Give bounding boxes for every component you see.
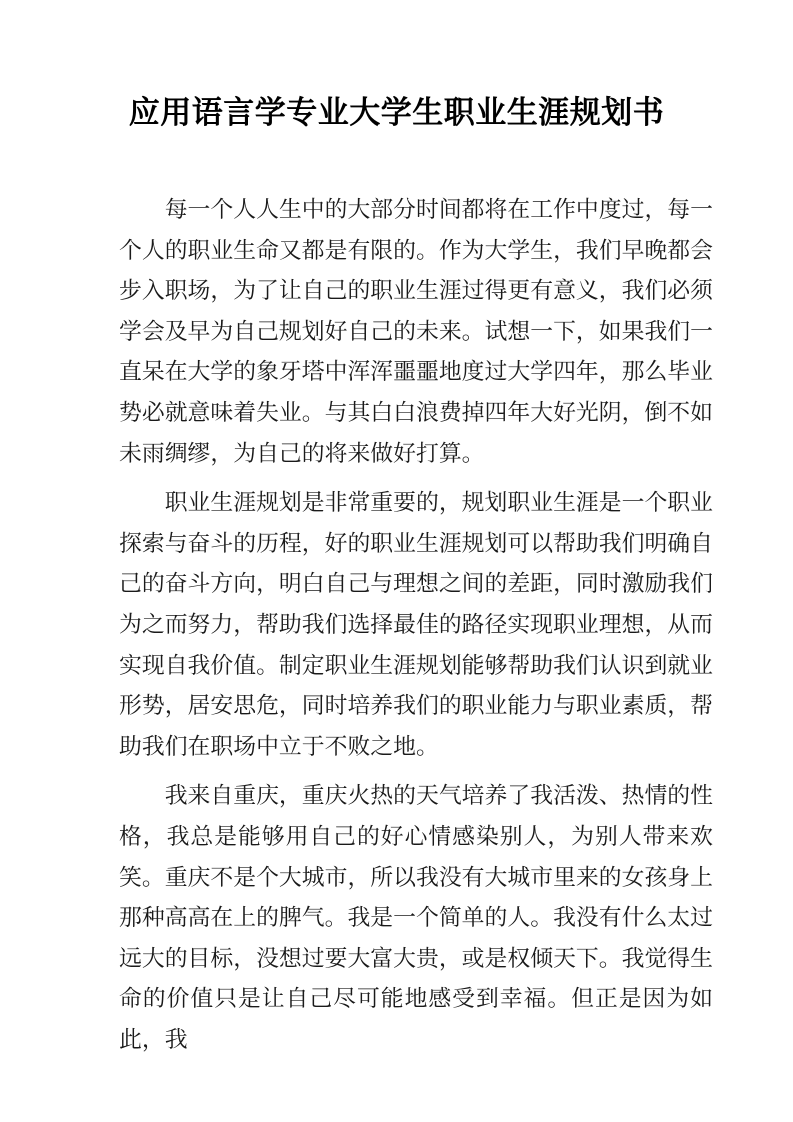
paragraph: 每一个人人生中的大部分时间都将在工作中度过，每一个人的职业生命又都是有限的。作为大学生，我们早晚都会步入职场，为了让自己的职业生涯过得更有意义，我们必须学会及早为自己规划好自己的未来。试想一下，如果我们一直呆在大学的象牙塔中浑浑噩噩地度过大学四年，那么毕业势必就意味着失业。与其白白浪费掉四年大好光阴，倒不如未雨绸缪，为自己的将来做好打算。 [119,197,713,466]
paragraph: 我来自重庆，重庆火热的天气培养了我活泼、热情的性格，我总是能够用自己的好心情感染别人，为别人带来欢笑。重庆不是个大城市，所以我没有大城市里来的女孩身上那种高高在上的脾气。我是一个简单的人。我没有什么太过远大的目标，没想过要大富大贵，或是权倾天下。我觉得生命的价值只是让自己尽可能地感受到幸福。但正是因为如此，我 [119,783,713,1052]
document-body [119,190,713,1060]
paragraph: 职业生涯规划是非常重要的，规划职业生涯是一个职业探索与奋斗的历程，好的职业生涯规划可以帮助我们明确自己的奋斗方向，明白自己与理想之间的差距，同时激励我们为之而努力，帮助我们选择最佳的路径实现职业理想，从而实现自我价值。制定职业生涯规划能够帮助我们认识到就业形势，居安思危，同时培养我们的职业能力与职业素质，帮助我们在职场中立于不败之地。 [119,490,713,759]
document-title: 应用语言学专业大学生职业生涯规划书 [128,95,665,130]
